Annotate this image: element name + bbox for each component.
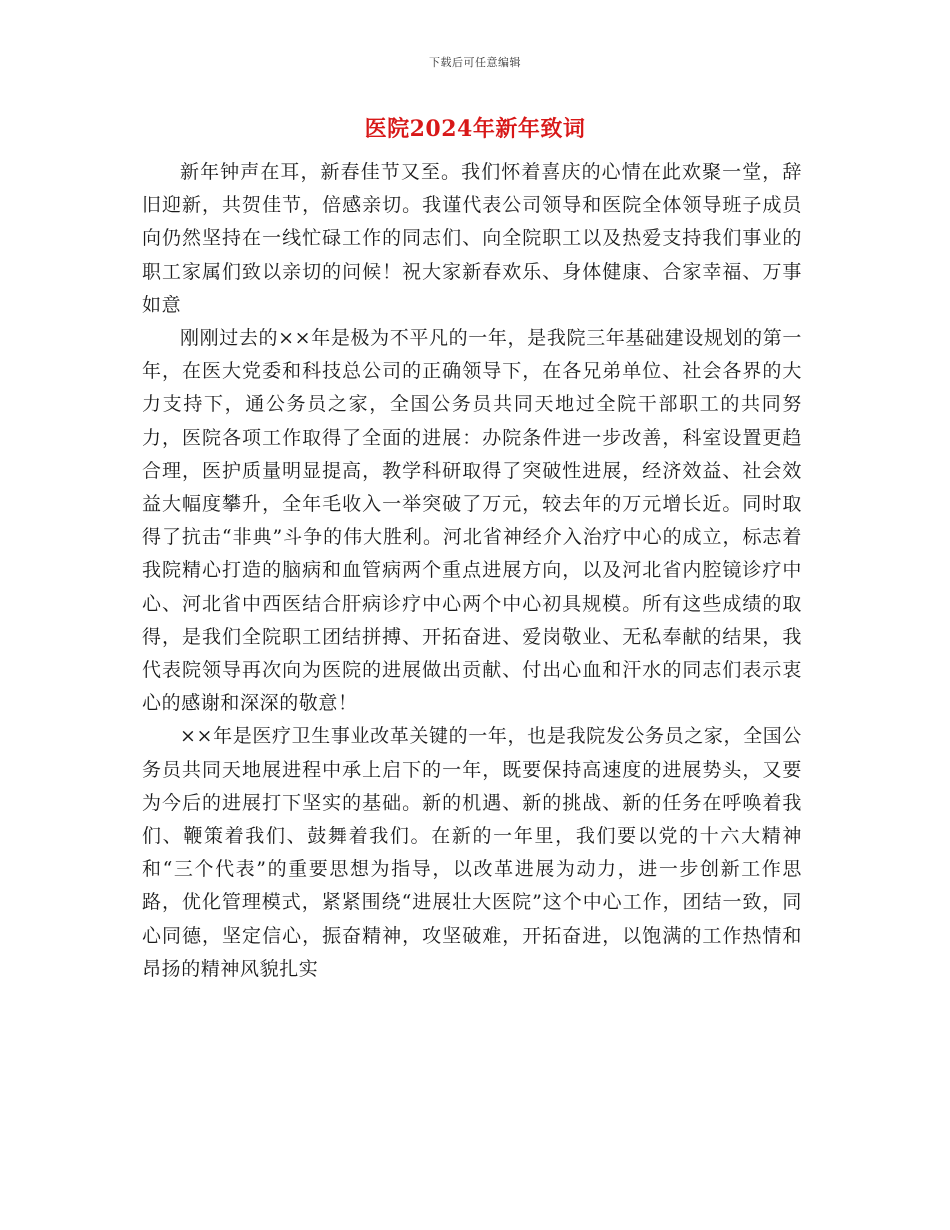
paragraph-outlook: ××年是医疗卫生事业改革关键的一年，也是我院发公务员之家，全国公务员共同天地展进程中承上启下的一年，既要保持高速度的进展势头，又要为今后的进展打下坚实的基础。新的机遇、新的挑战、新的任务在呼唤着我们、鞭策着我们、鼓舞着我们。在新的一年里，我们要以党的十六大精神和“三个代表”的重要思想为指导，以改革进展为动力，进一步创新工作思路，优化管理模式，紧紧围绕“进展壮大医院”这个中心工作，团结一致，同心同德，坚定信心，振奋精神，攻坚破难，开拓奋进，以饱满的工作热情和昂扬的精神风貌扎实 [142, 725, 802, 980]
document-body [142, 156, 802, 986]
document-title: 医院2024年新年致词 [364, 116, 586, 142]
header-note: 下载后可任意编辑 [429, 56, 521, 69]
paragraph-review: 刚刚过去的××年是极为不平凡的一年，是我院三年基础建设规划的第一年，在医大党委和科技总公司的正确领导下，在各兄弟单位、社会各界的大力支持下，通公务员之家，全国公务员共同天地过全院干部职工的共同努力，医院各项工作取得了全面的进展：办院条件进一步改善，科室设置更趋合理，医护质量明显提高，教学科研取得了突破性进展，经济效益、社会效益大幅度攀升，全年毛收入一举突破了万元，较去年的万元增长近。同时取得了抗击“非典”斗争的伟大胜利。河北省神经介入治疗中心的成立，标志着我院精心打造的脑病和血管病两个重点进展方向，以及河北省内腔镜诊疗中心、河北省中西医结合肝病诊疗中心两个中心初具规模。所有这些成绩的取得，是我们全院职工团结拼搏、开拓奋进、爱岗敬业、无私奉献的结果，我代表院领导再次向为医院的进展做出贡献、付出心血和汗水的同志们表示衷心的感谢和深深的敬意！ [142, 327, 802, 715]
paragraph-greeting: 新年钟声在耳，新春佳节又至。我们怀着喜庆的心情在此欢聚一堂，辞旧迎新，共贺佳节，倍感亲切。我谨代表公司领导和医院全体领导班子成员向仍然坚持在一线忙碌工作的同志们、向全院职工以及热爱支持我们事业的职工家属们致以亲切的问候！祝大家新春欢乐、身体健康、合家幸福、万事如意 [142, 161, 802, 316]
